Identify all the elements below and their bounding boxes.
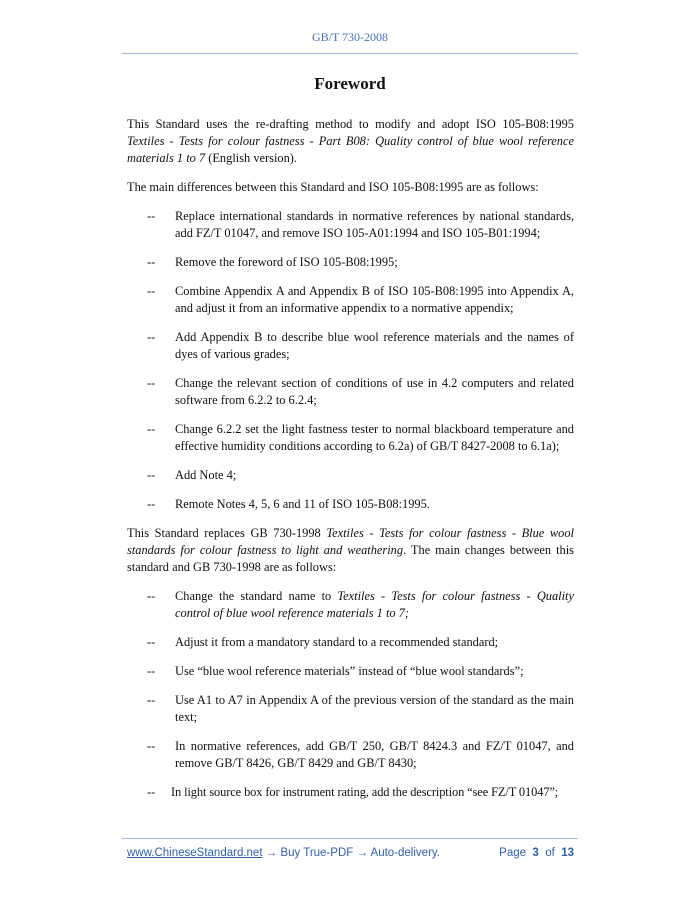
list-item <box>127 421 574 455</box>
dash-marker: -- <box>147 497 156 511</box>
website-link[interactable]: www.ChineseStandard.net <box>127 847 263 859</box>
list-item <box>127 208 574 242</box>
replacement-text-end: . The main changes between this standard and GB 730-1998 are as follows: <box>127 543 574 574</box>
list-item-text: Remote Notes 4, 5, 6 and 11 of ISO 105-B08:1995. <box>175 497 430 511</box>
list-item <box>127 738 574 772</box>
dash-marker: -- <box>147 785 156 799</box>
change-text: Change the standard name to <box>175 589 338 603</box>
header-divider <box>122 53 578 54</box>
page-label: Page <box>499 847 527 859</box>
list-item-text: In normative references, add GB/T 250, GB/T 8424.3 and FZ/T 01047, and remove GB/T 8426, GB/T 8429 and GB/T 8430; <box>175 739 574 770</box>
list-item <box>127 663 574 680</box>
list-item <box>127 496 574 513</box>
promo-text: → Buy True-PDF → Auto-delivery. <box>262 847 440 859</box>
page-title: Foreword <box>314 74 386 93</box>
dash-marker: -- <box>147 209 156 223</box>
differences-intro: The main differences between this Standard and ISO 105-B08:1995 are as follows: <box>127 180 539 194</box>
dash-marker: -- <box>147 468 156 482</box>
list-item-text: Combine Appendix A and Appendix B of ISO 105-B08:1995 into Appendix A, and adjust it from an informative appendix to a normative appendix; <box>175 284 574 315</box>
list-item <box>127 784 574 801</box>
list-item <box>127 467 574 484</box>
adopted-standard-title: Textiles - Tests for colour fastness - Part B08: Quality control of blue wool reference materials 1 to 7 <box>127 134 574 165</box>
dash-marker: -- <box>147 330 156 344</box>
list-item <box>127 375 574 409</box>
dash-marker: -- <box>147 664 156 678</box>
document-body <box>127 116 574 813</box>
list-item-text: Change the relevant section of conditions of use in 4.2 computers and related software from 6.2.2 to 6.2.4; <box>175 376 574 407</box>
dash-marker: -- <box>147 693 156 707</box>
footer-promo <box>127 847 440 859</box>
list-item <box>127 634 574 651</box>
list-item <box>127 692 574 726</box>
total-pages: 13 <box>561 847 574 859</box>
list-item <box>127 254 574 271</box>
intro-text: This Standard uses the re-drafting method to modify and adopt ISO 105-B08:1995 <box>127 117 574 131</box>
dash-marker: -- <box>147 284 156 298</box>
list-item-text: Remove the foreword of ISO 105-B08:1995; <box>175 255 398 269</box>
list-item <box>127 588 574 622</box>
list-item <box>127 329 574 363</box>
dash-marker: -- <box>147 255 156 269</box>
dash-marker: -- <box>147 376 156 390</box>
list-item-text: Use “blue wool reference materials” instead of “blue wool standards”; <box>175 664 524 678</box>
of-label: of <box>545 847 555 859</box>
intro-paragraph <box>127 116 574 167</box>
replacement-text: This Standard replaces GB 730-1998 <box>127 526 327 540</box>
dash-marker: -- <box>147 635 156 649</box>
dash-marker: -- <box>147 739 156 753</box>
dash-marker: -- <box>147 589 156 603</box>
dash-marker: -- <box>147 422 156 436</box>
list-item <box>127 283 574 317</box>
page-indicator <box>499 847 574 859</box>
list-item-text: Change 6.2.2 set the light fastness tester to normal blackboard temperature and effective humidity conditions according to 6.2a) of GB/T 8427-2008 to 6.1a); <box>175 422 574 453</box>
list-item-text <box>175 588 574 622</box>
list-item-text: Replace international standards in normative references by national standards, add FZ/T 01047, and remove ISO 105-A01:1994 and ISO 105-B01:1994; <box>175 209 574 240</box>
list-item-text: Adjust it from a mandatory standard to a recommended standard; <box>175 635 499 649</box>
list-item-text: Add Appendix B to describe blue wool reference materials and the names of dyes of various grades; <box>175 330 574 361</box>
list-item-text: In light source box for instrument rating, add the description “see FZ/T 01047”; <box>171 785 559 799</box>
footer-divider <box>122 838 578 839</box>
list-item-text: Use A1 to A7 in Appendix A of the previous version of the standard as the main text; <box>175 693 574 724</box>
intro-text-end: (English version). <box>205 151 298 165</box>
new-standard-name: Textiles - Tests for colour fastness - Quality control of blue wool reference materials 1 to 7; <box>175 589 574 620</box>
current-page: 3 <box>532 847 539 859</box>
page-footer <box>127 847 574 859</box>
document-code-header: GB/T 730-2008 <box>311 30 389 44</box>
list-item-text: Add Note 4; <box>175 468 237 482</box>
replaced-standard-title: Textiles - Tests for colour fastness - Blue wool standards for colour fastness to light and weathering <box>127 526 574 557</box>
replacement-paragraph <box>127 525 574 576</box>
